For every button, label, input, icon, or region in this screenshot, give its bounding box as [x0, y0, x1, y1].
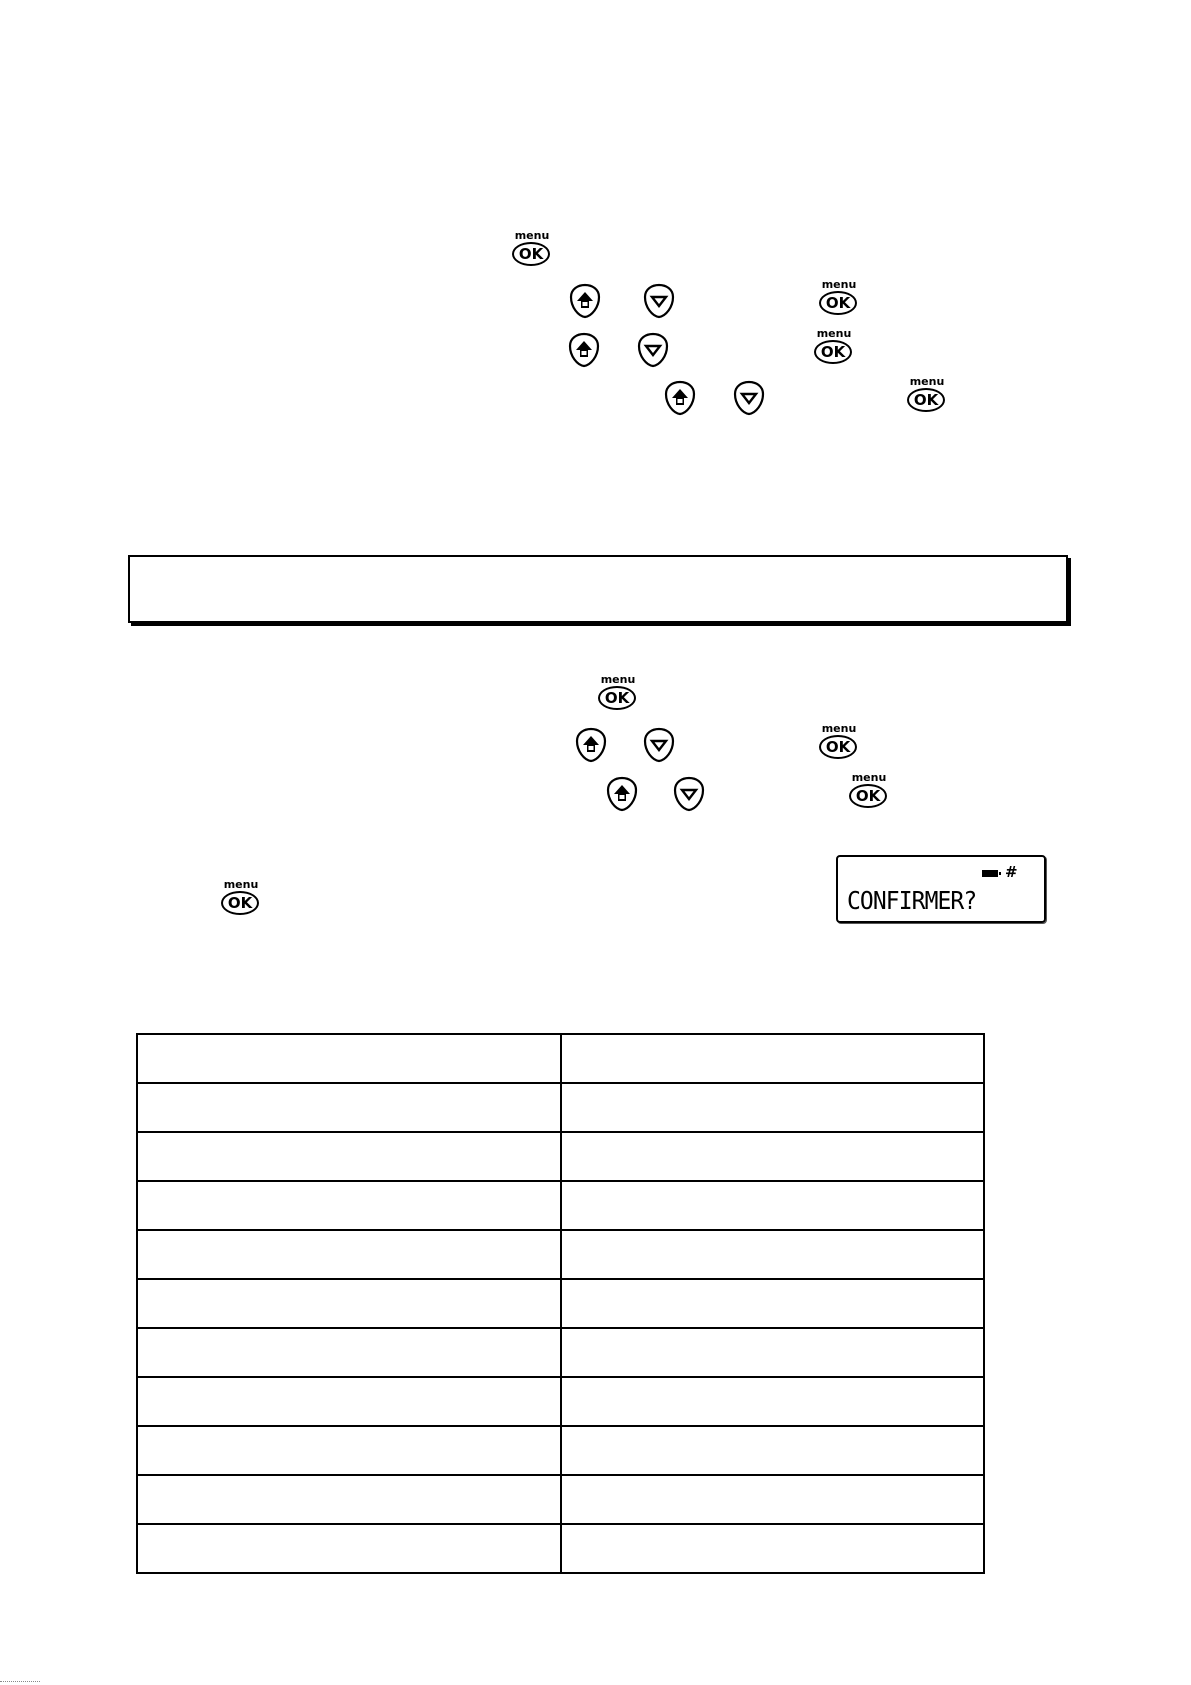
- table-cell: [561, 1279, 984, 1328]
- note-box: [128, 555, 1068, 623]
- table-cell: [137, 1377, 561, 1426]
- table-row: [137, 1426, 984, 1475]
- ok-label: OK: [598, 686, 636, 710]
- table-row: [137, 1524, 984, 1573]
- down-key-icon: [672, 776, 706, 812]
- menu-label: menu: [821, 722, 857, 735]
- table-row: [137, 1377, 984, 1426]
- menu-label: menu: [514, 229, 550, 242]
- table-cell: [137, 1328, 561, 1377]
- table-row: [137, 1328, 984, 1377]
- menu-label: menu: [821, 278, 857, 291]
- lcd-display: [836, 855, 1046, 923]
- ok-label: OK: [819, 291, 857, 315]
- table-cell: [561, 1475, 984, 1524]
- menu-label: menu: [851, 771, 887, 784]
- menu-ok-key: [816, 279, 862, 317]
- menu-label: menu: [223, 878, 259, 891]
- up-key-icon: [663, 380, 697, 416]
- menu-label: menu: [600, 673, 636, 686]
- menu-ok-key: [811, 328, 857, 366]
- table-cell: [561, 1181, 984, 1230]
- up-key-icon: [567, 332, 601, 368]
- page-edge-mark: [0, 1681, 40, 1684]
- table-cell: [137, 1475, 561, 1524]
- ok-label: OK: [512, 242, 550, 266]
- menu-ok-key: [595, 674, 641, 712]
- table-cell: [137, 1181, 561, 1230]
- ok-label: OK: [849, 784, 887, 808]
- lcd-text: CONFIRMER?: [847, 886, 977, 915]
- table-row: [137, 1181, 984, 1230]
- table-row: [137, 1475, 984, 1524]
- up-key-icon: [568, 283, 602, 319]
- table-cell: [137, 1524, 561, 1573]
- down-key-icon: [642, 283, 676, 319]
- table-cell: [561, 1132, 984, 1181]
- table-row: [137, 1034, 984, 1083]
- down-key-icon: [636, 332, 670, 368]
- ok-label: OK: [814, 340, 852, 364]
- table-cell: [561, 1524, 984, 1573]
- table-cell: [561, 1328, 984, 1377]
- hash-icon: #: [1005, 863, 1018, 881]
- table-cell: [561, 1083, 984, 1132]
- table-cell: [137, 1230, 561, 1279]
- menu-label: menu: [909, 375, 945, 388]
- ok-label: OK: [221, 891, 259, 915]
- table-cell: [137, 1426, 561, 1475]
- menu-ok-key: [816, 723, 862, 761]
- menu-ok-key: [904, 376, 950, 414]
- table-cell: [561, 1377, 984, 1426]
- table-cell: [561, 1230, 984, 1279]
- down-key-icon: [732, 380, 766, 416]
- table-row: [137, 1132, 984, 1181]
- table-row: [137, 1279, 984, 1328]
- ok-label: OK: [819, 735, 857, 759]
- table-cell: [137, 1083, 561, 1132]
- settings-table: [136, 1033, 985, 1574]
- table-cell: [561, 1034, 984, 1083]
- table-cell: [137, 1034, 561, 1083]
- menu-label: menu: [816, 327, 852, 340]
- table-row: [137, 1083, 984, 1132]
- up-key-icon: [574, 727, 608, 763]
- menu-ok-key: [218, 879, 264, 917]
- down-key-icon: [642, 727, 676, 763]
- ok-label: OK: [907, 388, 945, 412]
- battery-icon: [982, 870, 998, 877]
- menu-ok-key: [509, 230, 555, 268]
- table-cell: [137, 1132, 561, 1181]
- table-cell: [137, 1279, 561, 1328]
- table-row: [137, 1230, 984, 1279]
- up-key-icon: [605, 776, 639, 812]
- menu-ok-key: [846, 772, 892, 810]
- table-cell: [561, 1426, 984, 1475]
